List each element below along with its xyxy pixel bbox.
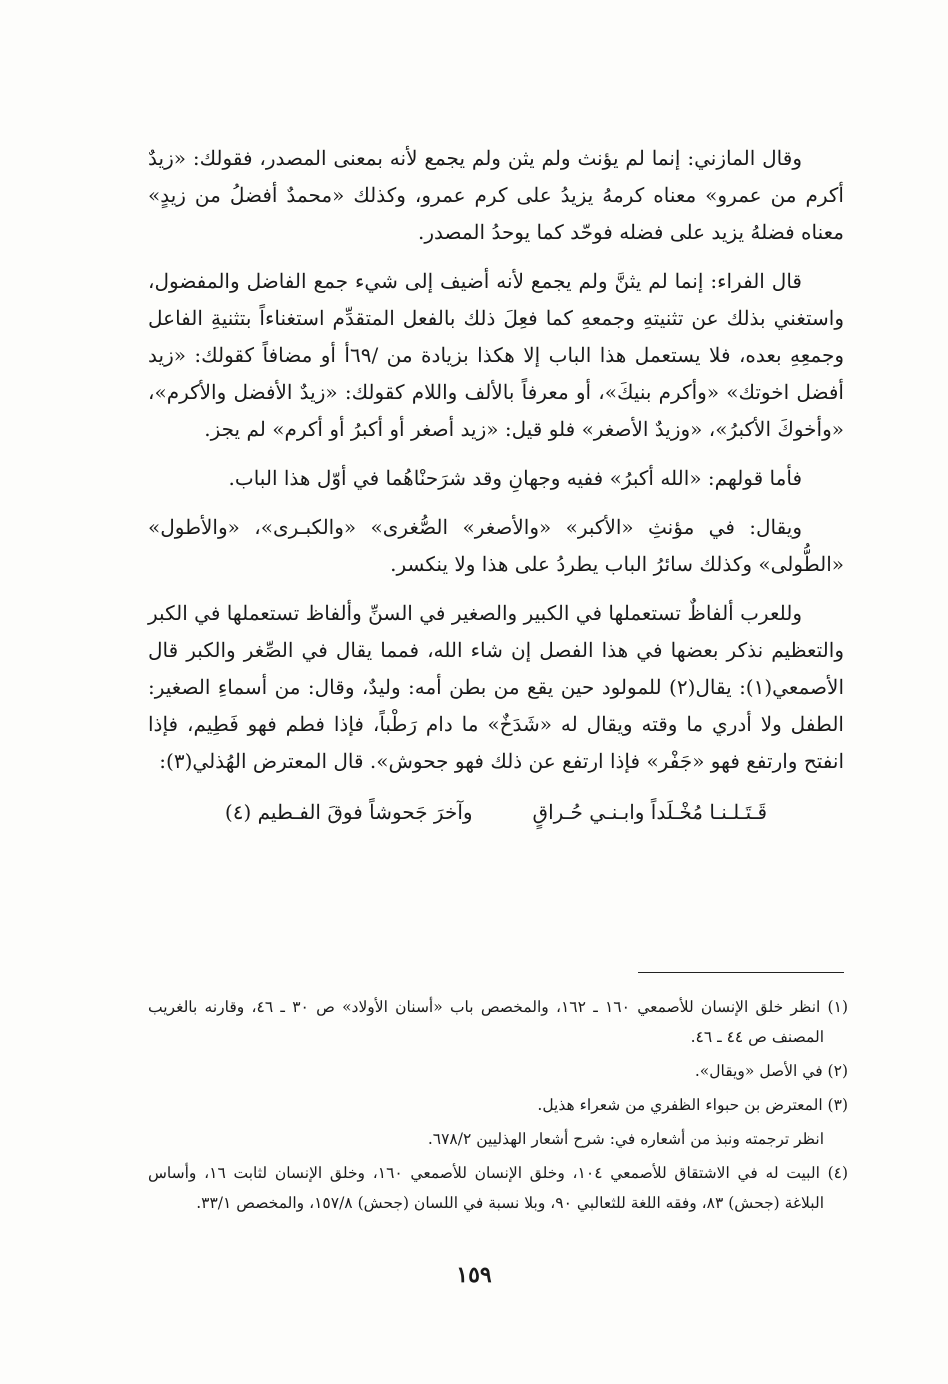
footnote-divider (638, 972, 844, 973)
footnote-3-continuation: انظر ترجمته ونبذ من أشعاره في: شرح أشعار الهذليين ٦٧٨/٢. (427, 1130, 824, 1148)
footnote-3: (٣) المعترض بن حبواء الظفري من شعراء هذيل. (537, 1096, 848, 1114)
verse-second-hemistich: وآخرَ جَحوشاً فوقَ الفـطيم (٤) (224, 800, 473, 824)
page-number: ١٥٩ (456, 1262, 492, 1288)
footnote-4: (٤) البيت له في الاشتقاق للأصمعي ١٠٤، وخلق الإنسان للأصمعي ١٦٠، وخلق الإنسان لثابت ١٦، وأساس البلاغة (جحش) ٨٣، وفقه اللغة للثعالبي ٩٠، وبلا نسبة في اللسان (جحش) ١٥٧/٨، والمخصص ٣٣/١. (148, 1164, 849, 1212)
footnotes (148, 992, 848, 1222)
verse-first-hemistich: قَـتَـلـنـا مُخْـلَداً وابـنـي حُـراقٍ (532, 800, 768, 824)
footnote-2: (٢) في الأصل «ويقال». (694, 1062, 848, 1080)
main-text (148, 140, 844, 832)
poetry-verse (148, 792, 844, 832)
paragraph-farra: قال الفراء: إنما لم يثنَّ ولم يجمع لأنه أضيف إلى شيء جمع الفاضل والمفضول، واستغني بذلك عن تثنيتهِ وجمعهِ كما فعِلَ ذلك بالفعل المتقدِّم استغناءاً بتثنيةِ الفاعل وجمعِهِ بعده، فلا يستعمل هذا الباب إلا هكذا بزيادة من /٦٩أ أو مضافاً كقولك: «زيد أفضل اخوتك» «وأكرم بنيكَ»، أو معرفاً بالألف واللام كقولك: «زيدٌ الأفضل والأكرم»، «وأخوكَ الأكبرُ»، «وزيدٌ الأصغر» فلو قيل: «زيد أصغر أو أكبرُ أو أكرم» لم يجز. (148, 269, 844, 441)
paragraph-allahu-akbar: فأما قولهم: «الله أكبرُ» ففيه وجهانِ وقد شرَحنْاهُما في أوّل هذا الباب. (228, 466, 802, 490)
paragraph-mazini: وقال المازني: إنما لم يؤنث ولم يثن ولم يجمع لأنه بمعنى المصدر، فقولك: «زيدٌ أكرم من عمرو» معناه كرمهُ يزيدُ على كرم عمرو، وكذلك «محمدٌ أفضلُ من زيدٍ» معناه فضلهُ يزيد على فضله فوحّد كما يوحدُ المصدر. (148, 146, 844, 244)
paragraph-feminine-forms: ويقال: في مؤنثِ «الأكبر» «والأصغر» الصُّغرى» «والكبـرى»، «والأطول» «الطُّولى» وكذلك سائرُ الباب يطردُ على هذا ولا ينكسر. (148, 515, 844, 576)
paragraph-age-terms: وللعرب ألفاظٌ تستعملها في الكبير والصغير في السنِّ وألفاظ تستعملها في الكبر والتعظيم نذكر بعضها في هذا الفصل إن شاء الله، فمما يقال في الصِّغر والكبر قال الأصمعي(١): يقال(٢) للمولود حين يقع من بطن أمه: وليدٌ، وقال: من أسماءِ الصغير: الطفل ولا أدري ما وقته ويقال له «شَدَخٌ» ما دام رَطْباً، فإذا فطم فهو فَطِيم، فإذا انفتح وارتفع فهو «جَفْر» فإذا ارتفع عن ذلك فهو جحوش». قال المعترض الهُذلي(٣): (148, 601, 845, 773)
footnote-1: (١) انظر خلق الإنسان للأصمعي ١٦٠ ـ ١٦٢، والمخصص باب «أسنان الأولاد» ص ٣٠ ـ ٤٦، وقارنه بالغريب المصنف ص ٤٤ ـ ٤٦. (148, 998, 848, 1046)
